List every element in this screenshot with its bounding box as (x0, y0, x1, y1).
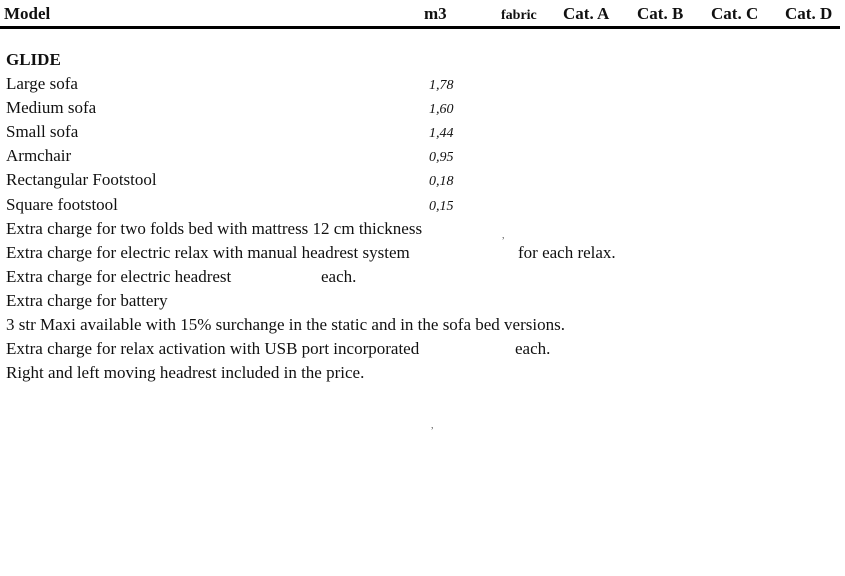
product-m3: 0,18 (429, 174, 454, 189)
note-line: Right and left moving headrest included in the price. (6, 363, 365, 382)
column-header-cat-d: Cat. D (785, 4, 833, 23)
product-m3: 0,95 (429, 150, 454, 165)
column-header-fabric: fabric (501, 8, 537, 23)
product-name: Small sofa (6, 122, 79, 141)
stray-mark: , (502, 230, 505, 241)
column-header-cat-a: Cat. A (563, 4, 610, 23)
product-m3: 1,44 (429, 126, 454, 141)
note-line: Extra charge for electric relax with manual headrest system (6, 243, 410, 262)
product-m3: 1,60 (429, 102, 454, 117)
product-name: Armchair (6, 146, 72, 165)
product-name: Square footstool (6, 195, 118, 214)
note-suffix: for each relax. (518, 243, 616, 262)
section-title: GLIDE (6, 50, 61, 69)
product-m3: 1,78 (429, 78, 454, 93)
product-m3: 0,15 (429, 199, 454, 214)
note-line: Extra charge for battery (6, 291, 168, 310)
column-header-m3: m3 (424, 4, 447, 23)
column-header-cat-c: Cat. C (711, 4, 759, 23)
column-header-model: Model (4, 4, 51, 23)
note-suffix: each. (321, 267, 357, 286)
note-line: Extra charge for two folds bed with mattress 12 cm thickness (6, 219, 423, 238)
stray-mark: , (431, 420, 434, 431)
column-header-cat-b: Cat. B (637, 4, 684, 23)
note-line: Extra charge for electric headrest (6, 267, 232, 286)
header-divider (0, 26, 840, 29)
note-suffix: each. (515, 339, 551, 358)
note-line: Extra charge for relax activation with USB port incorporated (6, 339, 420, 358)
product-name: Rectangular Footstool (6, 170, 157, 189)
product-name: Medium sofa (6, 98, 97, 117)
product-name: Large sofa (6, 74, 78, 93)
note-line: 3 str Maxi available with 15% surchange in the static and in the sofa bed versions. (6, 315, 565, 334)
